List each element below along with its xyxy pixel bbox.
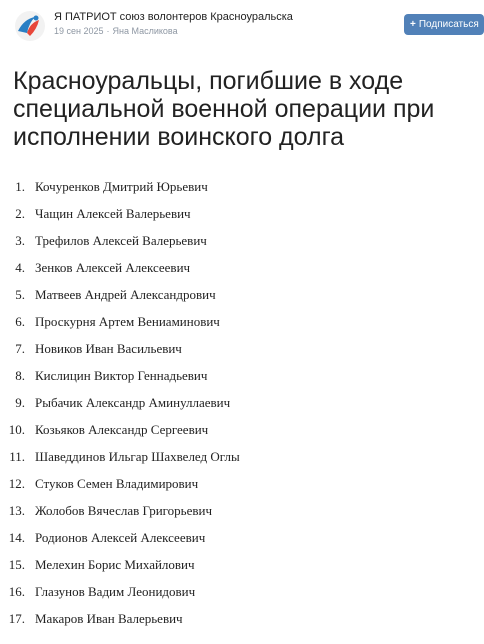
list-item — [0, 392, 467, 419]
article-title — [13, 67, 483, 151]
list-number: 6. — [15, 314, 25, 329]
list-number: 2. — [15, 206, 25, 221]
list-item — [0, 527, 467, 554]
list-item — [0, 554, 467, 581]
list-item — [0, 500, 467, 527]
meta-separator: · — [106, 26, 110, 36]
list-name: Чащин Алексей Валерьевич — [35, 206, 191, 221]
list-name: Зенков Алексей Алексеевич — [35, 260, 191, 275]
list-name: Новиков Иван Васильевич — [35, 341, 182, 356]
list-item — [0, 473, 467, 500]
article-title-line: Красноуральцы, погибшие в ходе — [13, 67, 404, 95]
post-date: 19 сен 2025 — [54, 26, 104, 36]
plus-icon: + — [410, 19, 416, 30]
list-item — [0, 365, 467, 392]
article-title-line: исполнении воинского долга — [13, 123, 345, 151]
list-item — [0, 284, 467, 311]
list-name: Родионов Алексей Алексеевич — [35, 530, 206, 545]
subscribe-label: Подписаться — [418, 19, 479, 30]
list-name: Козьяков Александр Сергеевич — [35, 422, 209, 437]
list-name: Кислицин Виктор Геннадьевич — [35, 368, 208, 383]
post-meta — [54, 26, 178, 37]
list-name: Стуков Семен Владимирович — [35, 476, 199, 491]
list-name: Глазунов Вадим Леонидович — [35, 584, 196, 599]
list-item — [0, 581, 467, 608]
list-item — [0, 446, 467, 473]
list-name: Матвеев Андрей Александрович — [35, 287, 216, 302]
list-number: 12. — [8, 476, 25, 491]
list-number: 13. — [8, 503, 25, 518]
list-item — [0, 230, 467, 257]
list-name: Рыбачик Александр Аминуллаевич — [35, 395, 231, 410]
group-avatar[interactable] — [15, 11, 45, 41]
list-number: 3. — [15, 233, 25, 248]
list-item — [0, 311, 467, 338]
list-name: Кочуренков Дмитрий Юрьевич — [35, 179, 208, 194]
post-author[interactable]: Яна Масликова — [112, 26, 178, 36]
list-number: 8. — [15, 368, 25, 383]
list-name: Проскурня Артем Вениаминович — [35, 314, 220, 329]
list-number: 1. — [15, 179, 25, 194]
list-number: 16. — [8, 584, 25, 599]
list-item — [0, 203, 467, 230]
list-number: 7. — [15, 341, 25, 356]
list-name: Макаров Иван Валерьевич — [35, 611, 183, 626]
post-header — [0, 0, 479, 48]
list-item — [0, 338, 467, 365]
list-number: 10. — [8, 422, 25, 437]
list-number: 11. — [9, 449, 25, 464]
list-name: Шаведдинов Ильгар Шахвелед Оглы — [35, 449, 240, 464]
subscribe-button[interactable] — [404, 14, 484, 35]
article-title-line: специальной военной операции при — [13, 95, 435, 123]
list-item — [0, 419, 467, 446]
list-number: 17. — [8, 611, 25, 626]
group-name-link[interactable]: Я ПАТРИОТ союз волонтеров Красноуральска — [54, 11, 293, 23]
fallen-list — [0, 176, 467, 635]
list-item — [0, 608, 467, 635]
list-number: 15. — [8, 557, 25, 572]
list-name: Мелехин Борис Михайлович — [35, 557, 195, 572]
list-number: 5. — [15, 287, 25, 302]
group-logo-icon — [15, 11, 45, 41]
list-number: 14. — [8, 530, 25, 545]
list-item — [0, 176, 467, 203]
list-number: 9. — [15, 395, 25, 410]
list-number: 4. — [15, 260, 25, 275]
list-item — [0, 257, 467, 284]
list-name: Жолобов Вячеслав Григорьевич — [35, 503, 212, 518]
list-name: Трефилов Алексей Валерьевич — [35, 233, 207, 248]
